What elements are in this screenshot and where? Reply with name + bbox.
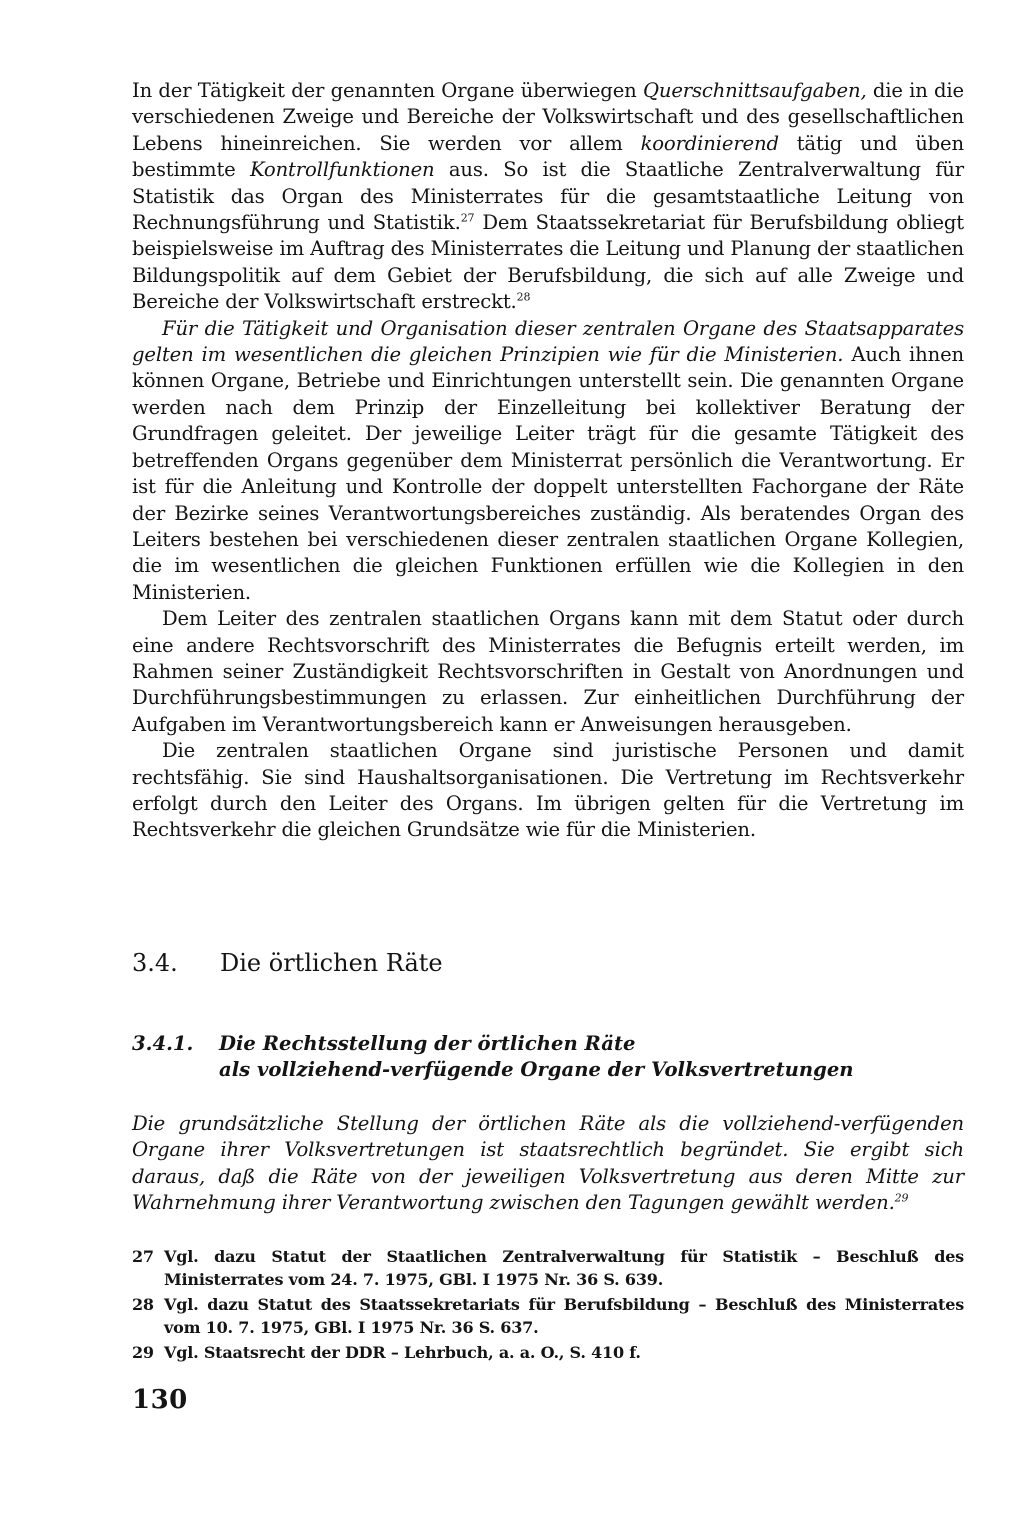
- footnote-text: Vgl. dazu Statut des Staatssekretariats für Berufsbildung – Beschluß des Ministerrates vom 10. 7. 1975, GBl. I 1975 Nr. 36 S. 637.: [164, 1295, 964, 1337]
- subsection-title-line-2: als vollziehend-verfügende Organe der Volksvertretungen: [219, 1058, 854, 1082]
- subsection-title-line-1: Die Rechtsstellung der örtlichen Räte: [219, 1032, 636, 1055]
- footnote: [132, 1246, 964, 1291]
- lead-paragraph: [132, 1111, 964, 1217]
- text-run: In der Tätigkeit der genannten Organe überwiegen: [132, 79, 643, 102]
- footnote-number: 28: [132, 1295, 154, 1314]
- footnote-text: Vgl. dazu Statut der Staatlichen Zentralverwaltung für Statistik – Beschluß des Ministerrates vom 24. 7. 1975, GBl. I 1975 Nr. 36 S. 639.: [164, 1247, 964, 1289]
- footnotes: [132, 1246, 964, 1368]
- text-run: die in die verschiedenen Zweige und Bereiche der Volkswirtschaft und des gesellschaftlichen Lebens hineinreichen. Sie werden vor allem: [132, 79, 964, 155]
- body-text: [132, 78, 964, 844]
- section-heading: [132, 948, 443, 978]
- subsection-heading: [132, 1031, 964, 1084]
- footnote-text: Vgl. Staatsrecht der DDR – Lehrbuch, a. a. O., S. 410 f.: [164, 1343, 641, 1362]
- text-run: aus. So ist die Staatliche Zentralverwaltung für Statistik das Organ des Ministerrates für die gesamtstaatliche Leitung von Rechnungsführung und Statistik.: [132, 158, 964, 235]
- footnote-number: 29: [132, 1343, 154, 1362]
- emphasis: Querschnittsaufgaben,: [642, 79, 867, 102]
- emphasis: Kontrollfunktionen: [249, 158, 435, 182]
- footnote-ref: 28: [516, 290, 531, 304]
- subsection-number: 3.4.1.: [132, 1032, 194, 1055]
- text-run: Dem Staatssekretariat für Berufsbildung obliegt beispielsweise im Auftrag des Ministerrates die Leitung und Planung der staatlichen Bildungspolitik auf dem Gebiet der Berufsbildung, die sich auf alle Zweige und Bereiche der Volkswirtschaft erstreckt.: [132, 211, 964, 314]
- section-number: 3.4.: [132, 949, 178, 977]
- text-run: tätig und üben bestimmte: [132, 131, 964, 182]
- text-run: Die grundsätzliche Stellung der örtlichen Räte als die vollziehend-verfügenden Organe ihrer Volksvertretungen ist staatsrechtlich begründet. Sie ergibt sich daraus, daß die Räte von der jeweiligen Volksvertretung aus deren Mitte zur Wahrnehmung ihrer Verantwortung zwischen den Tagungen gewählt werden.: [132, 1112, 964, 1215]
- page-number: 130: [132, 1385, 188, 1415]
- footnote: [132, 1342, 964, 1365]
- paragraph-2: [132, 316, 964, 606]
- paragraph-4: Die zentralen staatlichen Organe sind juristische Personen und damit rechtsfähig. Sie sind Haushaltsorganisationen. Die Vertretung im Rechtsverkehr erfolgt durch den Leiter des Organs. Im übrigen gelten für die Vertretung im Rechtsverkehr die gleichen Grundsätze wie für die Ministerien.: [132, 739, 964, 842]
- footnote-number: 27: [132, 1247, 154, 1266]
- emphasis: koordinierend: [640, 131, 779, 155]
- section-title: Die örtlichen Räte: [220, 949, 443, 977]
- paragraph-3: Dem Leiter des zentralen staatlichen Organs kann mit dem Statut oder durch eine andere Rechtsvorschrift des Ministerrates die Befugnis erteilt werden, im Rahmen seiner Zuständigkeit Rechtsvorschriften in Gestalt von Anordnungen und Durchführungsbestimmungen zu erlassen. Zur einheitlichen Durchführung der Aufgaben im Verantwortungsbereich kann er Anweisungen herausgeben.: [132, 607, 964, 736]
- text-run: Auch ihnen können Organe, Betriebe und Einrichtungen unterstellt sein. Die genannten Organe werden nach dem Prinzip der Einzelleitung bei kollektiver Beratung der Grundfragen geleitet. Der jeweilige Leiter trägt für die gesamte Tätigkeit des betreffenden Organs gegenüber dem Ministerrat persönlich die Verantwortung. Er ist für die Anleitung und Kontrolle der doppelt unterstellten Fachorgane der Räte der Bezirke seines Verantwortungsbereiches zuständig. Als beratendes Organ des Leiters bestehen bei verschiedenen dieser zentralen staatlichen Organe Kollegien, die im wesentlichen die gleichen Funktionen erfüllen wie die Kollegien in den Ministerien.: [132, 343, 965, 604]
- footnote-ref: 29: [894, 1191, 909, 1205]
- emphasis: Für die Tätigkeit und Organisation dieser zentralen Organe des Staatsapparates gelten im wesentlichen die gleichen Prinzipien wie für die Ministerien.: [132, 316, 964, 367]
- footnote: [132, 1294, 964, 1339]
- footnote-ref: 27: [460, 211, 475, 225]
- paragraph-1: [132, 78, 964, 316]
